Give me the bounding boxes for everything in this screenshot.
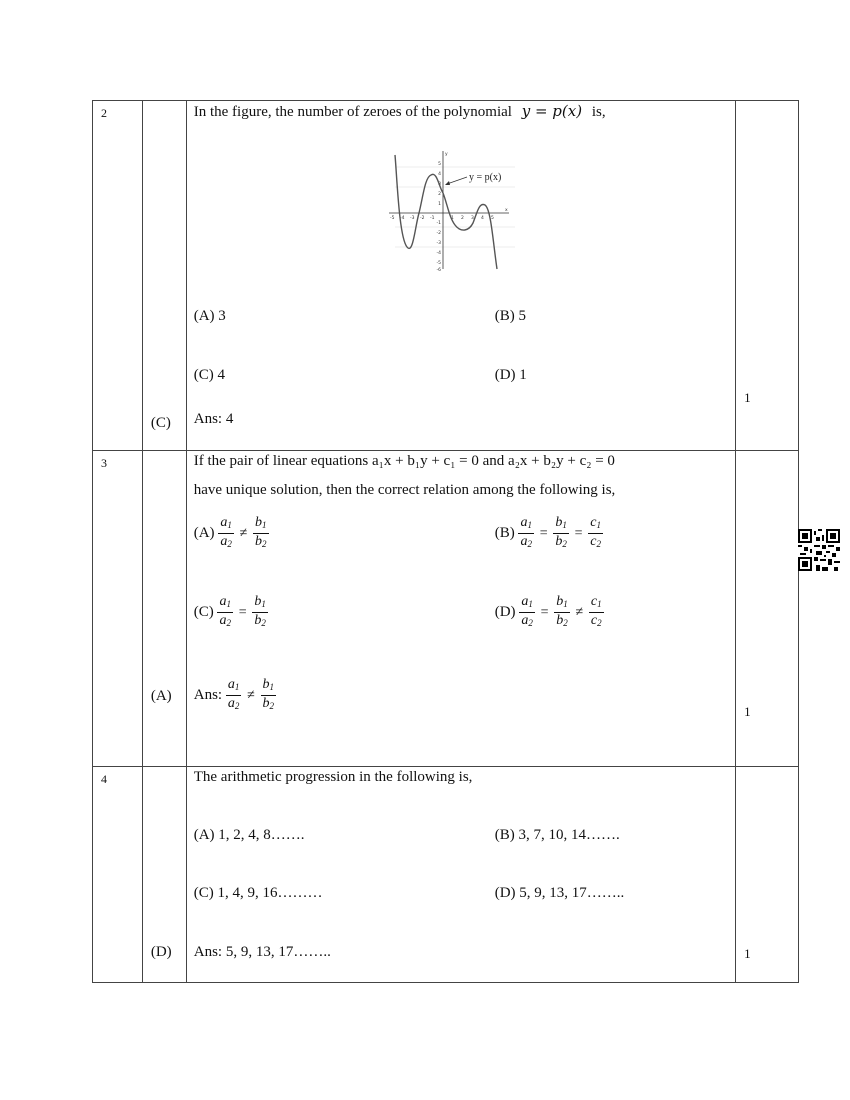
- x-tick: -4: [399, 216, 405, 221]
- answer-letter-cell: [142, 101, 186, 451]
- fraction-a1-a2: $\frac{a_1}{a_2}$: [219, 594, 231, 628]
- question-stem: The arithmetic progression in the following is,: [193, 769, 473, 785]
- fraction-b1-b2: $\frac{b_1}{b_2}$: [254, 594, 266, 628]
- question-stem: [194, 447, 727, 505]
- x-tick: -3: [409, 216, 415, 221]
- answer-letter-cell: [142, 767, 186, 983]
- marks-cell: [736, 767, 799, 983]
- answer-letter: (D): [150, 944, 172, 960]
- polynomial-expression: y = p(x): [521, 102, 583, 120]
- question-row-3: [93, 451, 799, 767]
- question-number: 4: [101, 772, 107, 786]
- fraction-b1-b2: $\frac{b_1}{b_2}$: [262, 677, 275, 711]
- y-tick: 4: [437, 172, 441, 177]
- option-a: (A) 3: [193, 308, 226, 324]
- question-number-cell: [93, 451, 143, 767]
- option-d: (D) 1: [494, 367, 527, 383]
- fraction-a1-a2: $\frac{a_1}{a_2}$: [220, 515, 232, 549]
- x-tick: 2: [460, 216, 464, 221]
- y-tick: 1: [437, 202, 441, 207]
- question-number: 2: [101, 106, 107, 120]
- marks-value: 1: [744, 390, 751, 405]
- arrow-head: [445, 181, 450, 185]
- question-number: 3: [101, 456, 107, 470]
- question-stem-line-2: have unique solution, then the correct relation among the following is,: [193, 482, 616, 498]
- fraction-b1-b2: $\frac{b_1}{b_2}$: [255, 515, 267, 549]
- option-b: (B) $\frac{a_1}{a_2}$ = $\frac{b_1}{b_2}$ = $\frac{c_1}{c_2}$: [495, 515, 603, 552]
- option-d: (D) $\frac{a_1}{a_2}$ = $\frac{b_1}{b_2}$ ≠ $\frac{c_1}{c_2}$: [495, 594, 604, 631]
- question-table: [92, 100, 799, 983]
- marks-cell: [736, 101, 799, 451]
- question-row-4: [93, 767, 799, 983]
- curve-label: y = p(x): [468, 172, 502, 183]
- x-axis-label: x: [504, 208, 508, 213]
- option-a: (A) $\frac{a_1}{a_2}$ ≠ $\frac{b_1}{b_2}$: [194, 515, 269, 552]
- y-tick: -6: [436, 268, 441, 272]
- question-number-cell: [93, 767, 143, 983]
- y-tick: -4: [436, 251, 441, 256]
- question-content-cell: [186, 451, 735, 767]
- y-tick: -3: [436, 241, 441, 246]
- fraction-b1-b2: $\frac{b_1}{b_2}$: [555, 515, 567, 549]
- answer-letter: (A): [150, 688, 172, 704]
- marks-cell: [736, 451, 799, 767]
- y-tick: -1: [436, 221, 441, 226]
- fraction-c1-c2: $\frac{c_1}{c_2}$: [590, 515, 602, 549]
- fraction-a1-a2: $\frac{a_1}{a_2}$: [521, 594, 533, 628]
- question-number-cell: [93, 101, 143, 451]
- answer-letter: (C): [150, 415, 171, 431]
- marks-value: 1: [744, 946, 751, 961]
- question-stem-line-1: If the pair of linear equations a₁x + b₁y + c₁ = 0 and a₂x + b₂y + c₂ = 0: [193, 453, 615, 469]
- answer-letter-cell: [142, 451, 186, 767]
- question-stem: In the figure, the number of zeroes of the polynomial y = p(x) is,: [193, 102, 606, 120]
- question-content-cell: [186, 101, 735, 451]
- option-c: (C) $\frac{a_1}{a_2}$ = $\frac{b_1}{b_2}$: [194, 594, 268, 631]
- x-tick: 3: [470, 216, 474, 221]
- label-arrow: [447, 177, 467, 184]
- option-b: (B) 3, 7, 10, 14…….: [494, 827, 620, 843]
- y-axis-label: y: [444, 152, 448, 157]
- option-a: (A) 1, 2, 4, 8…….: [193, 827, 305, 843]
- y-tick: 3: [437, 182, 441, 187]
- option-d: (D) 5, 9, 13, 17……..: [494, 885, 625, 901]
- polynomial-graph: [385, 147, 525, 272]
- x-tick: -1: [429, 216, 435, 221]
- x-tick: -5: [389, 216, 395, 221]
- option-c: (C) 1, 4, 9, 16………: [193, 885, 323, 901]
- y-tick: 2: [437, 192, 441, 197]
- qr-code-icon: [798, 529, 840, 571]
- fraction-c1-c2: $\frac{c_1}{c_2}$: [590, 594, 602, 628]
- answer-text: Ans: 5, 9, 13, 17……..: [193, 944, 331, 960]
- x-tick: 4: [480, 216, 484, 221]
- question-row-2: [93, 101, 799, 451]
- x-tick: -2: [419, 216, 425, 221]
- option-b: (B) 5: [494, 308, 526, 324]
- question-content-cell: [186, 767, 735, 983]
- y-tick: -5: [436, 261, 441, 266]
- x-tick: 1: [450, 216, 454, 221]
- answer-text: Ans: 4: [193, 411, 234, 427]
- answer-text: Ans: $\frac{a_1}{a_2}$ ≠ $\frac{b_1}{b_2}$: [194, 677, 276, 714]
- fraction-a1-a2: $\frac{a_1}{a_2}$: [520, 515, 532, 549]
- option-c: (C) 4: [193, 367, 225, 383]
- y-tick: -2: [436, 231, 441, 236]
- x-tick: 5: [490, 216, 494, 221]
- y-tick: 5: [437, 162, 441, 167]
- fraction-b1-b2: $\frac{b_1}{b_2}$: [556, 594, 568, 628]
- marks-value: 1: [744, 704, 751, 719]
- fraction-a1-a2: $\frac{a_1}{a_2}$: [227, 677, 240, 711]
